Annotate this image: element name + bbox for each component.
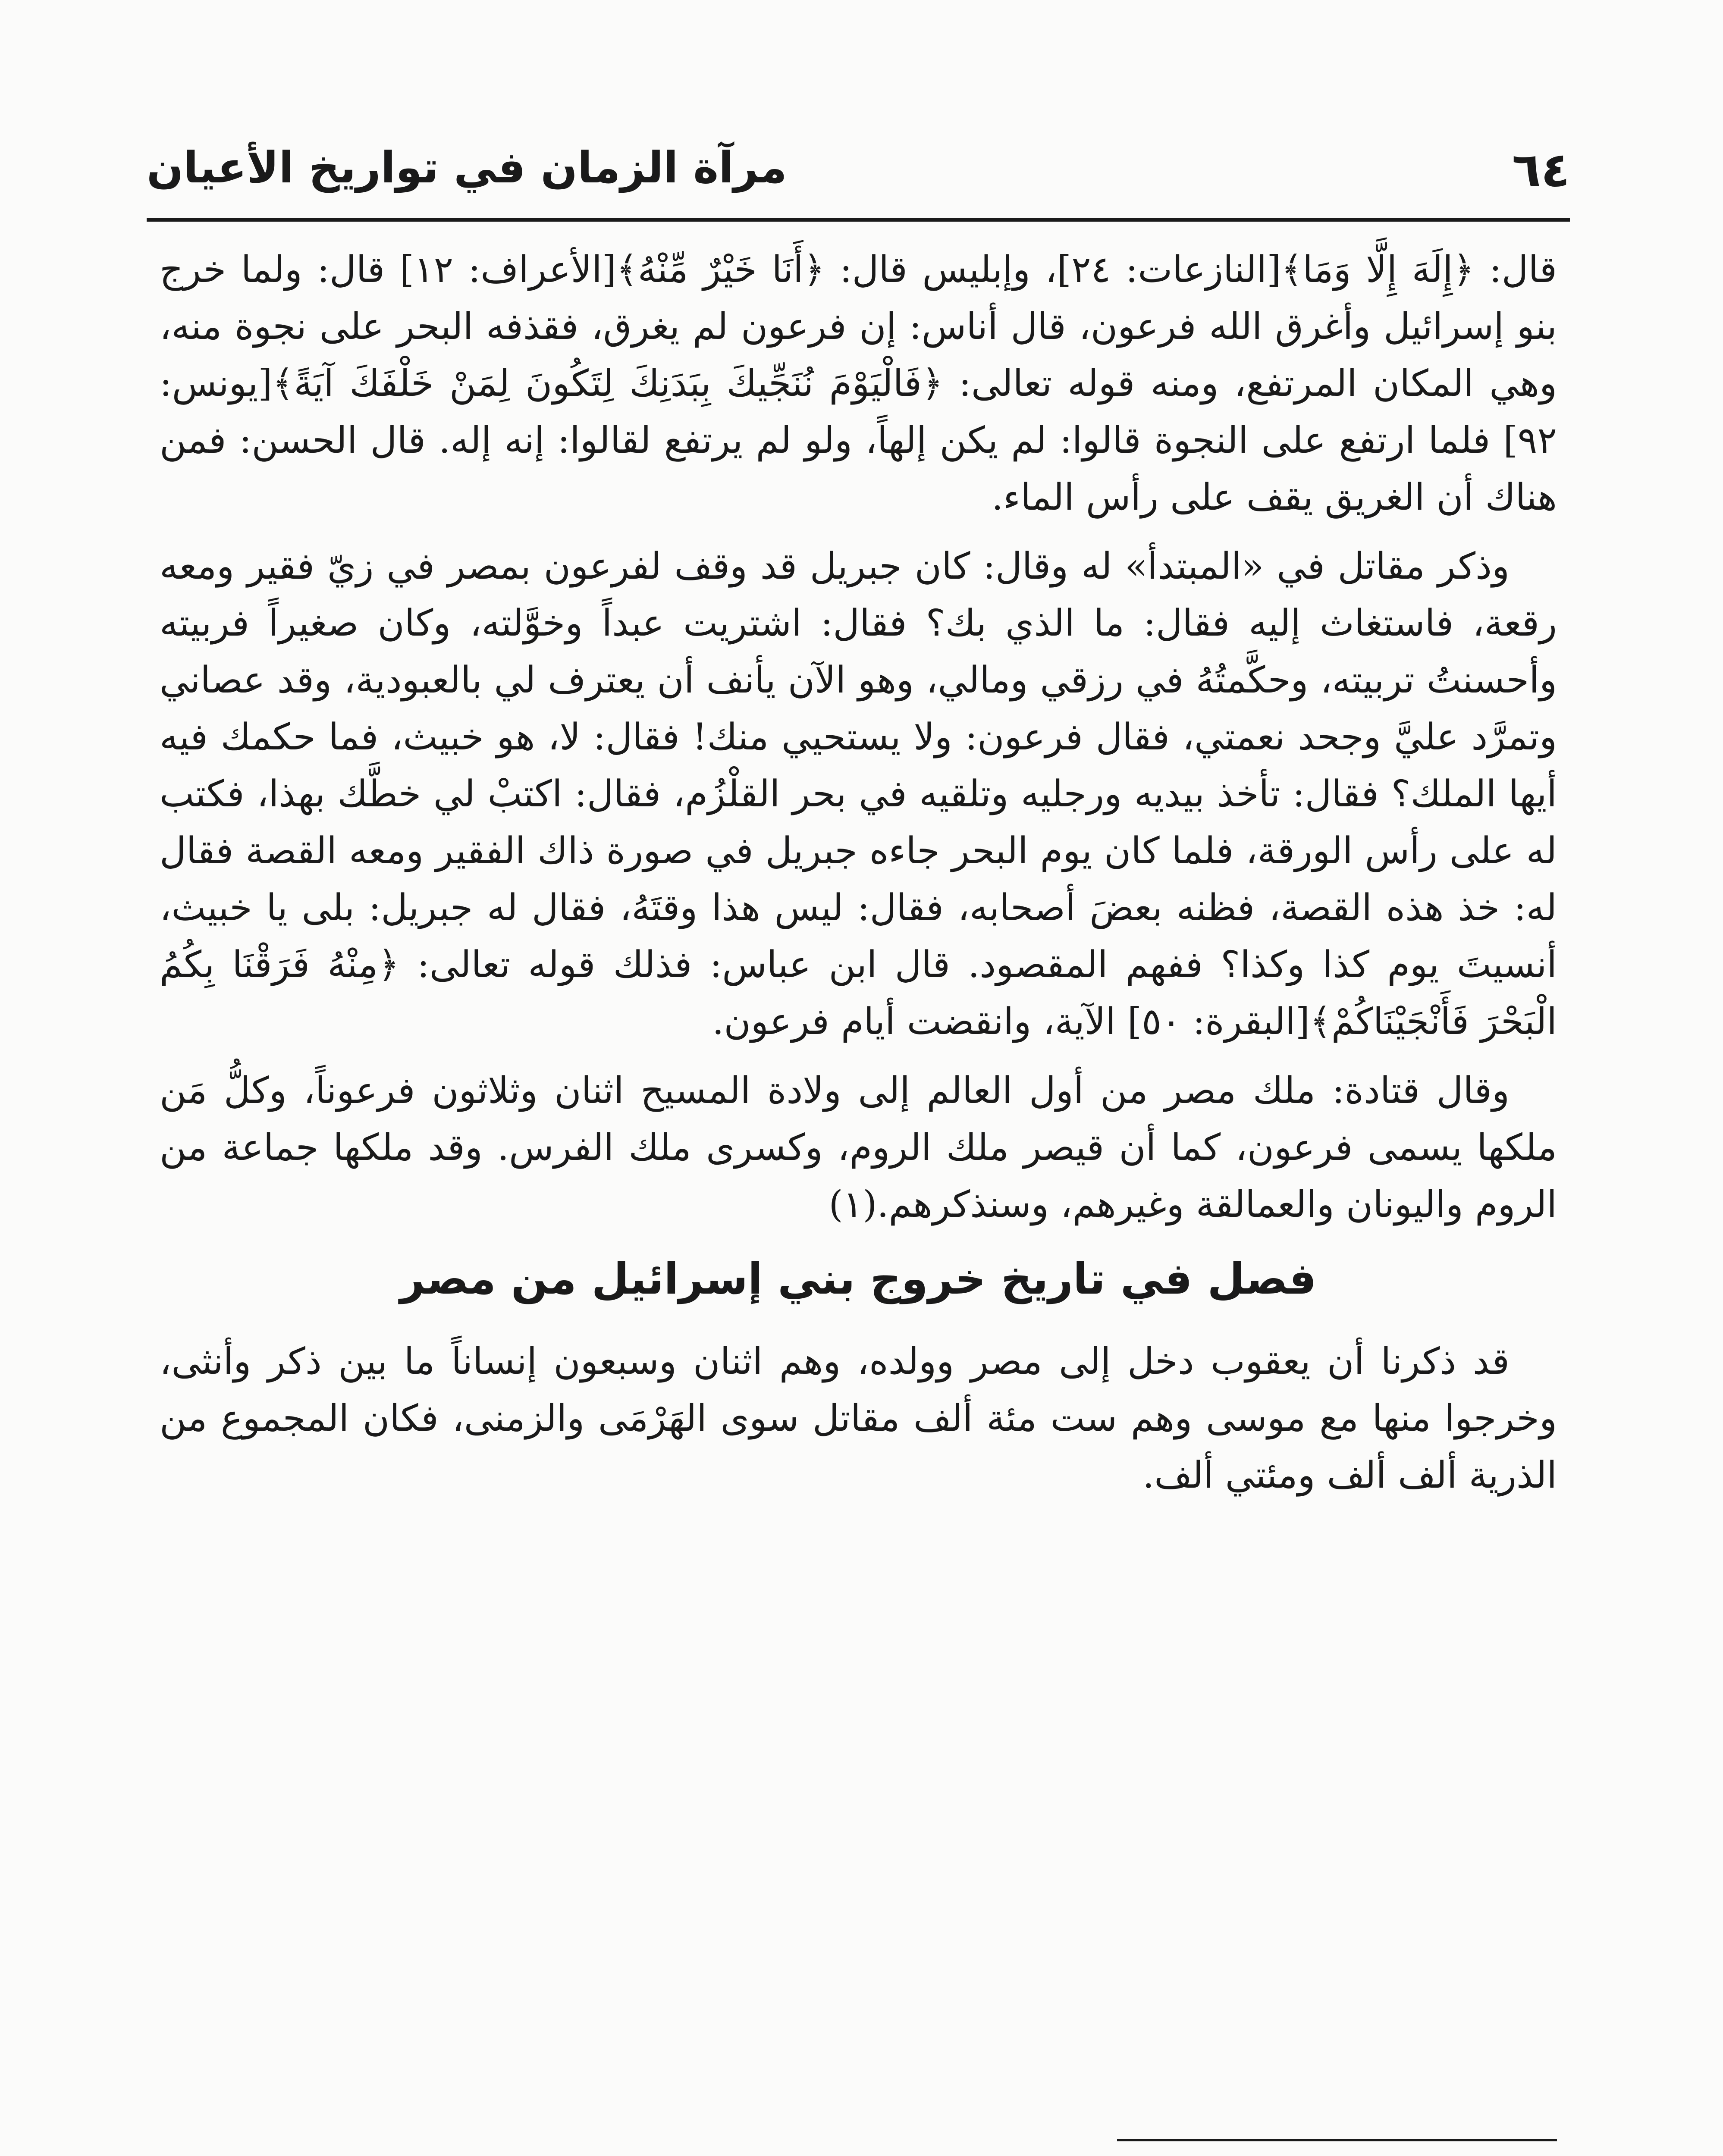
paragraph-1: قال: ﴿إِلَهَ إِلَّا وَمَا﴾[النازعات: ٢٤]، وإبليس قال: ﴿أَنَا خَيْرٌ مِّنْهُ﴾[الأعراف: ١٢] قال: ولما خرج بنو إسرائيل وأغرق الله فرعون، قال أناس: إن فرعون لم يغرق، فقذفه البحر على نجوة منه، وهي المكان المرتفع، ومنه قوله تعالى: ﴿فَالْيَوْمَ نُنَجِّيكَ بِبَدَنِكَ لِتَكُونَ لِمَنْ خَلْفَكَ آيَةً﴾[يونس: ٩٢] فلما ارتفع على النجوة قالوا: لم يكن إلهاً، ولو لم يرتفع لقالوا: إنه إله. قال الحسن: فمن هناك أن الغريق يقف على رأس الماء. <box>160 248 1557 519</box>
paragraph-3: وقال قتادة: ملك مصر من أول العالم إلى ولادة المسيح اثنان وثلاثون فرعوناً، وكلُّ مَن ملكها يسمى فرعون، كما أن قيصر ملك الروم، وكسرى ملك الفرس. وقد ملكها جماعة من الروم واليونان والعمالقة وغيرهم، وسنذكرهم.(١) <box>160 1069 1557 1226</box>
page-number: ٦٤ <box>1512 142 1570 197</box>
section-title: فصل في تاريخ خروج بني إسرائيل من مصر <box>400 1253 1317 1304</box>
main-text <box>160 241 1557 1516</box>
header-rule <box>147 218 1570 222</box>
page-header <box>147 134 1570 216</box>
footnote-rule <box>1117 2139 1557 2141</box>
paragraph-2: وذكر مقاتل في «المبتدأ» له وقال: كان جبريل قد وقف لفرعون بمصر في زيّ فقير ومعه رقعة، فاستغاث إليه فقال: ما الذي بك؟ فقال: اشتريت عبداً وخوَّلته، وكان صغيراً فربيته وأحسنتُ تربيته، وحكَّمتُهُ في رزقي ومالي، وهو الآن يأنف أن يعترف لي بالعبودية، وقد عصاني وتمرَّد عليَّ وجحد نعمتي، فقال فرعون: ولا يستحيي منك! فقال: لا، هو خبيث، فما حكمك فيه أيها الملك؟ فقال: تأخذ بيديه ورجليه وتلقيه في بحر القلْزُم، فقال: اكتبْ لي خطَّك بهذا، فكتب له على رأس الورقة، فلما كان يوم البحر جاءه جبريل في صورة ذاك الفقير ومعه القصة فقال له: خذ هذه القصة، فظنه بعضَ أصحابه، فقال: ليس هذا وقتَهُ، فقال له جبريل: بلى يا خبيث، أنسيتَ يوم كذا وكذا؟ ففهم المقصود. قال ابن عباس: فذلك قوله تعالى: ﴿مِنْهُ فَرَقْنَا بِكُمُ الْبَحْرَ فَأَنْجَيْنَاكُمْ﴾[البقرة: ٥٠] الآية، وانقضت أيام فرعون. <box>160 545 1557 1043</box>
section-paragraph: قد ذكرنا أن يعقوب دخل إلى مصر وولده، وهم اثنان وسبعون إنساناً ما بين ذكر وأنثى، وخرجوا منها مع موسى وهم ست مئة ألف مقاتل سوى الهَرْمَى والزمنى، فكان المجموع من الذرية ألف ألف ومئتي ألف. <box>160 1340 1557 1497</box>
running-title: مرآة الزمان في تواريخ الأعيان <box>147 142 787 193</box>
